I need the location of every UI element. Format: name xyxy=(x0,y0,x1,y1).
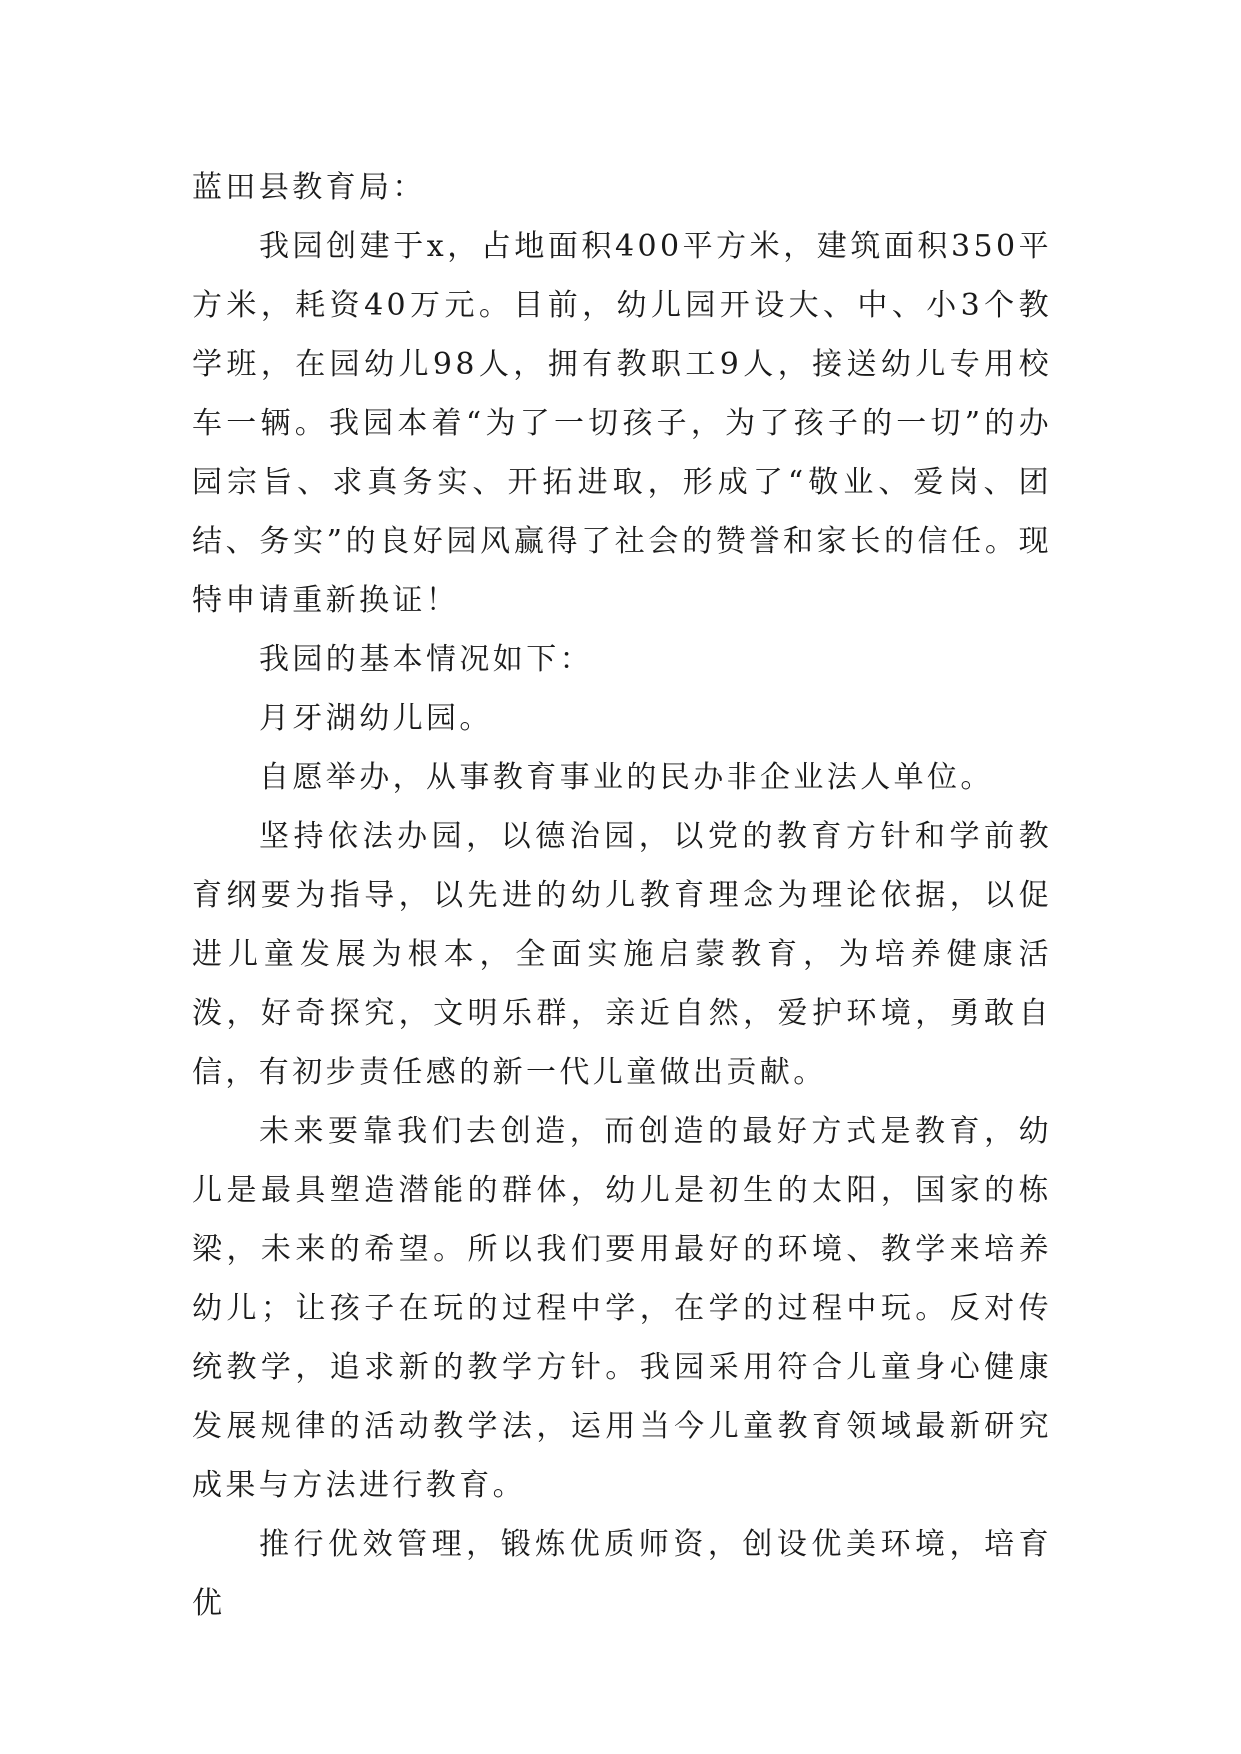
paragraph-school-type: 自愿举办，从事教育事业的民办非企业法人单位。 xyxy=(259,760,994,795)
salutation: 蓝田县教育局： xyxy=(192,170,426,205)
paragraph-guiding-principle: 坚持依法办园，以德治园，以党的教育方针和学前教育纲要为指导，以先进的幼儿教育理念为理论依据，以促进儿童发展为根本，全面实施启蒙教育，为培养健康活泼，好奇探究，文明乐群，亲近自然，爱护环境，勇敢自信，有初步责任感的新一代儿童做出贡献。 xyxy=(192,819,1052,1090)
paragraph-basic-info-intro: 我园的基本情况如下： xyxy=(259,642,593,677)
paragraph-school-name: 月牙湖幼儿园。 xyxy=(259,701,493,736)
paragraph-management: 推行优效管理，锻炼优质师资，创设优美环境，培育优 xyxy=(192,1527,1052,1621)
paragraph-establishment: 我园创建于x，占地面积400平方米，建筑面积350平方米，耗资40万元。目前，幼儿园开设大、中、小3个教学班，在园幼儿98人，拥有教职工9人，接送幼儿专用校车一辆。我园本着“为了一切孩子，为了孩子的一切”的办园宗旨、求真务实、开拓进取，形成了“敬业、爱岗、团结、务实”的良好园风赢得了社会的赞誉和家长的信任。现特申请重新换证！ xyxy=(192,229,1052,618)
document-body xyxy=(192,158,1052,1633)
paragraph-education-philosophy: 未来要靠我们去创造，而创造的最好方式是教育，幼儿是最具塑造潜能的群体，幼儿是初生的太阳，国家的栋梁，未来的希望。所以我们要用最好的环境、教学来培养幼儿；让孩子在玩的过程中学，在学的过程中玩。反对传统教学，追求新的教学方针。我园采用符合儿童身心健康发展规律的活动教学法，运用当今儿童教育领域最新研究成果与方法进行教育。 xyxy=(192,1114,1052,1503)
